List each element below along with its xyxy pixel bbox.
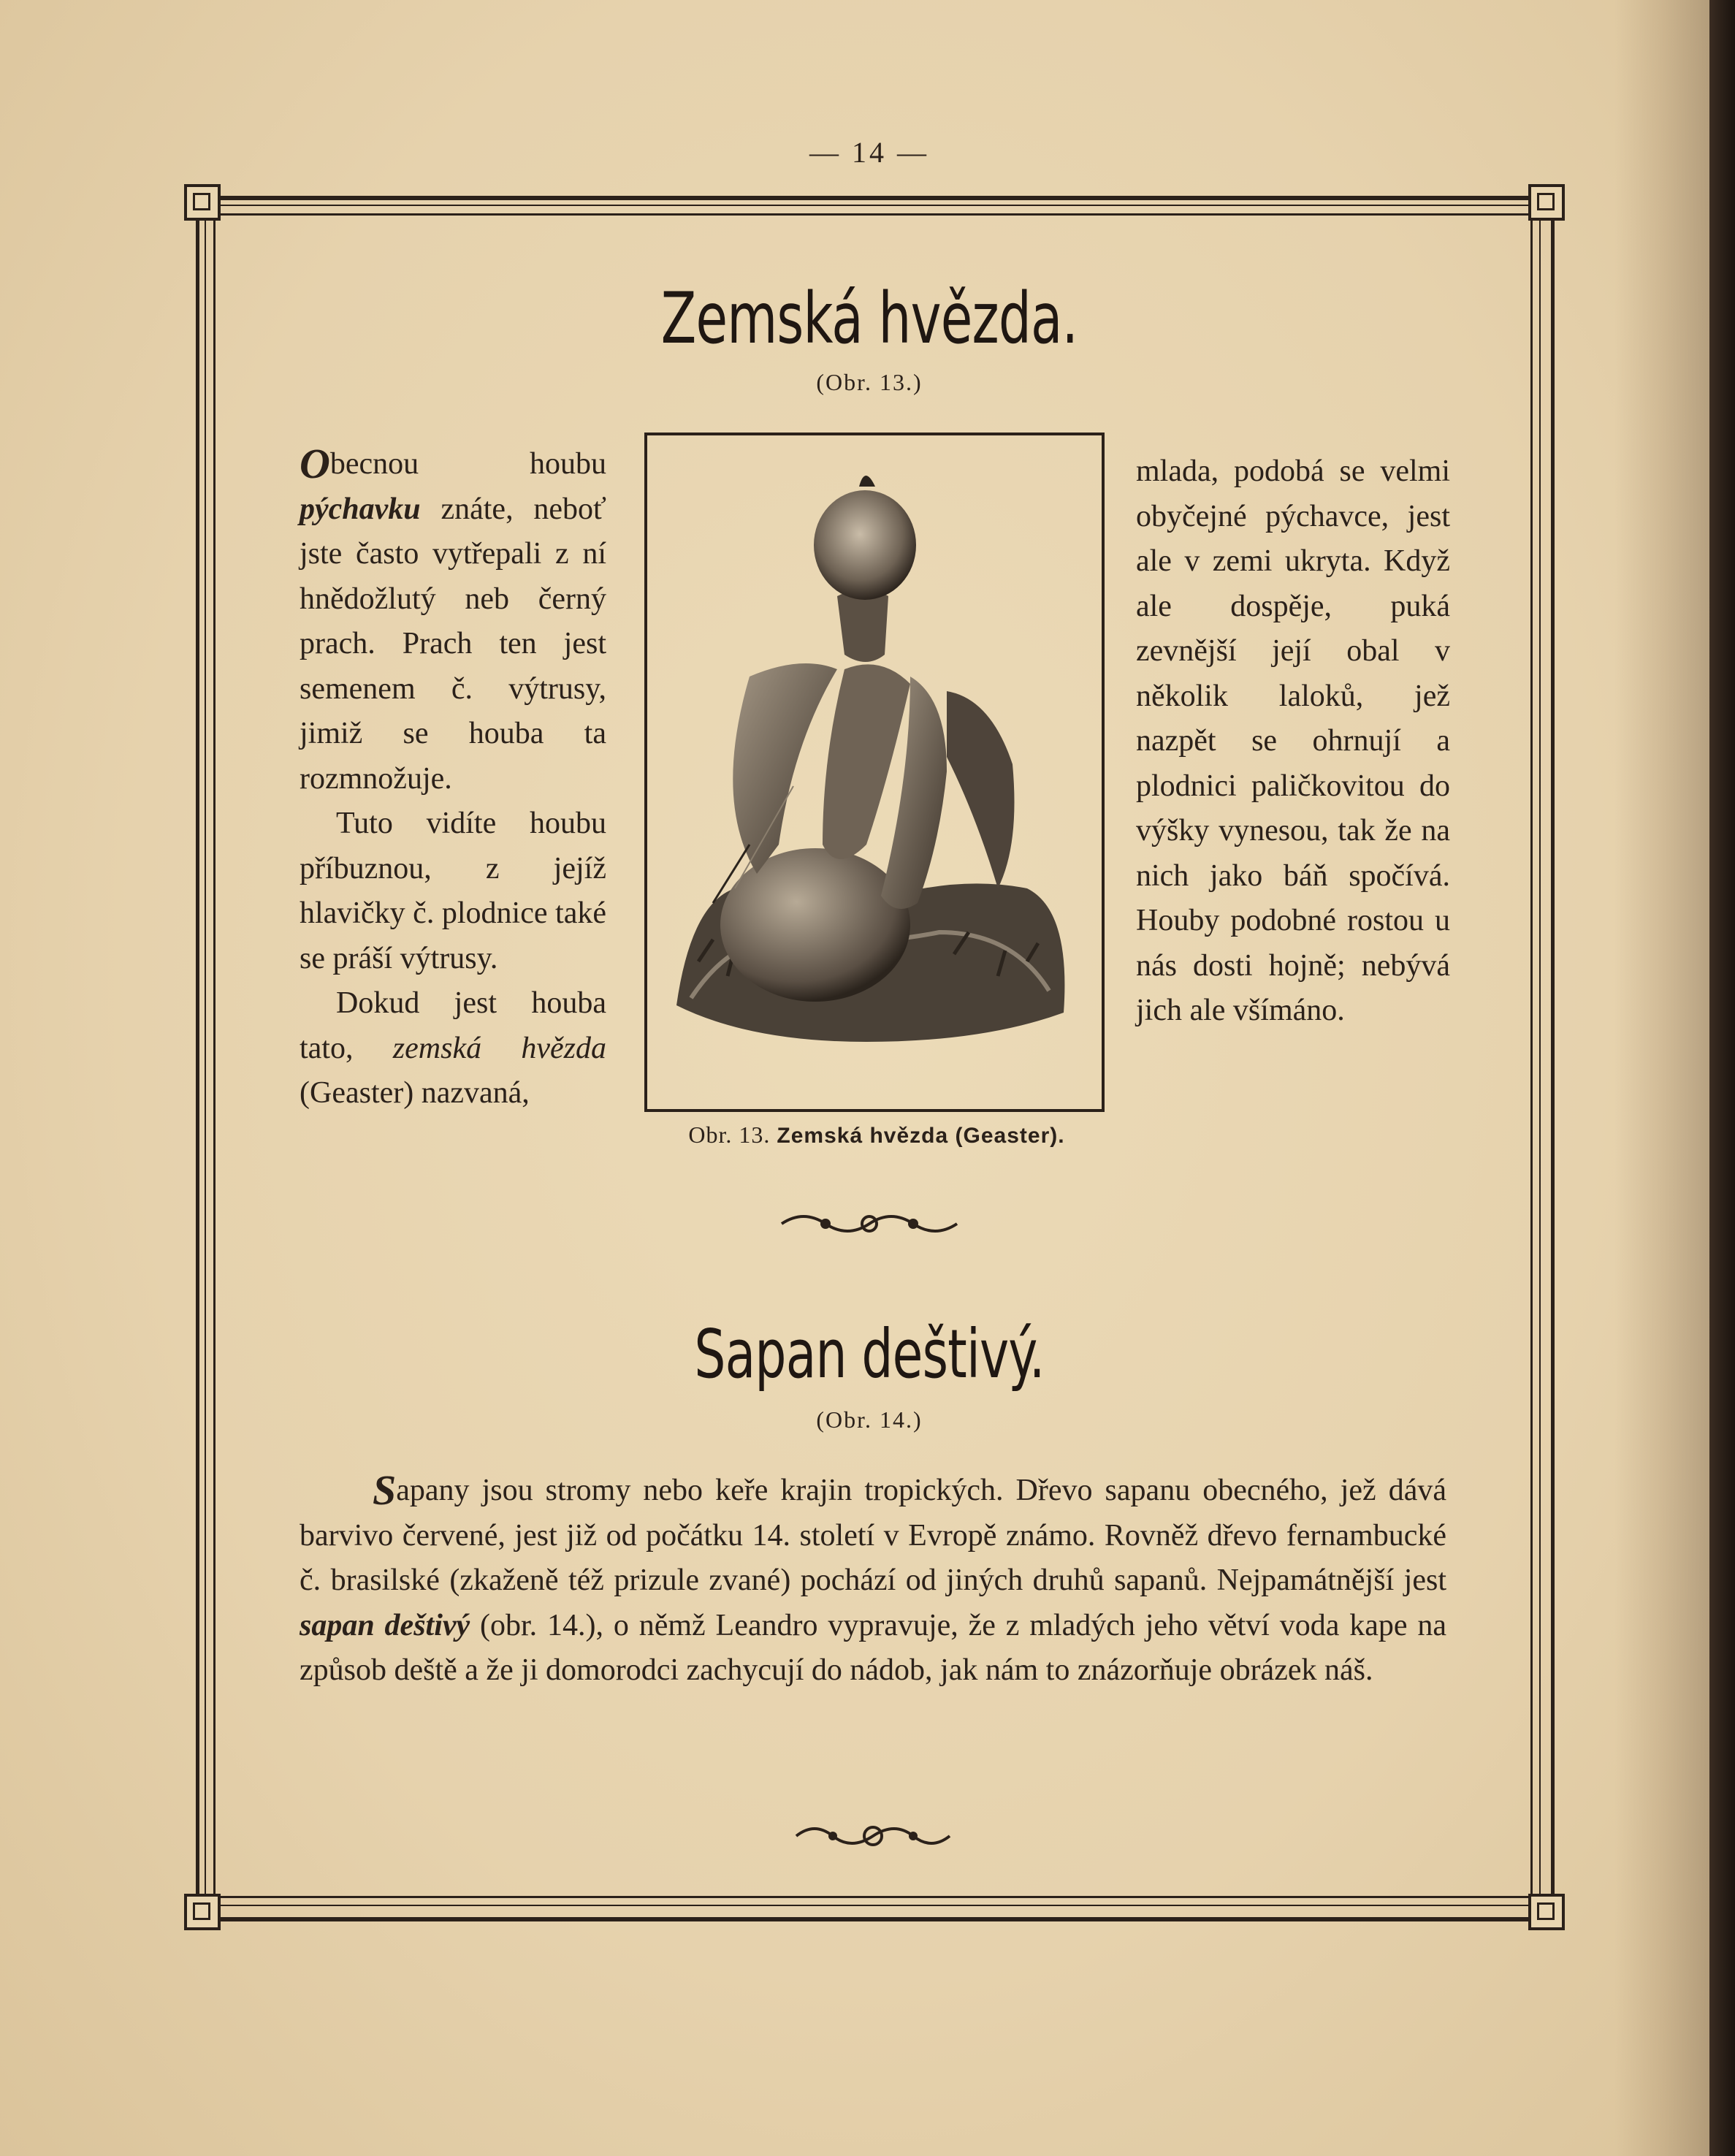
frame-corner-top-left <box>184 184 221 221</box>
earthstar-illustration <box>647 435 1096 1103</box>
figure-earthstar <box>644 433 1105 1112</box>
paragraph-3: Dokud jest houba tato, zemská hvězda (Geaster) nazvaná, <box>300 986 607 1110</box>
section-subtitle-obr-14: (Obr. 14.) <box>816 1406 923 1433</box>
frame-corner-bottom-left <box>184 1894 221 1930</box>
figure-caption: Obr. 13. Zemská hvězda (Geaster). <box>688 1121 1065 1148</box>
decorative-ornament-end <box>789 1816 957 1856</box>
paragraph-2: Tuto vidíte houbu příbuznou, z jejíž hlavičky č. plodnice také se práší výtrusy. <box>300 807 606 975</box>
dropcap-s: S <box>373 1466 397 1514</box>
section-subtitle-obr-13: (Obr. 13.) <box>816 369 923 395</box>
dropcap-o: O <box>300 440 330 487</box>
section-title-sapan-destivy: Sapan deštivý. <box>694 1315 1045 1393</box>
decorative-ornament-divider <box>774 1205 964 1242</box>
book-spine <box>1709 0 1735 2156</box>
frame-corner-top-right <box>1528 184 1565 221</box>
section-title-zemska-hvezda: Zemská hvězda. <box>660 278 1078 359</box>
paragraph-1: Obecnou houbu pýchavku znáte, neboť jste často vytřepali z ní hnědožlutý neb černý prach. Prach ten jest semenem č. výtrusy, jimiž se houba ta rozmnožuje. <box>300 440 606 796</box>
page-number: — 14 — <box>809 136 929 169</box>
frame-corner-bottom-right <box>1528 1894 1565 1930</box>
left-text-column <box>300 442 606 1116</box>
paragraph-sapan: Sapany jsou stromy nebo keře krajin tropických. Dřevo sapanu obecného, jež dává barvivo červené, jest již od počátku 14. století v Evropě známo. Rovněž dřevo fernambucké č. brasilské (zkaženě též prizule zvané) pochází od jiných druhů sapanů. Nejpamátnější jest sapan deštivý (obr. 14.), o němž Leandro vypravuje, že z mladých jeho větví voda kape na způsob deště a že ji domorodci zachycují do nádob, jak nám to znázorňuje obrázek náš. <box>300 1466 1447 1687</box>
right-text-column: mlada, podobá se velmi obyčejné pýchavce, jest ale v zemi ukryta. Když ale dospěje, puká zevnější její obal v několik laloků, jež nazpět se ohrnují a plodnici paličkovitou do výšky vynesou, tak že na nich jako báň spočívá. Houby podobné rostou u nás dosti hojně; nebývá jich ale všímáno. <box>1136 454 1450 1027</box>
section2-body-text <box>300 1466 1447 1694</box>
